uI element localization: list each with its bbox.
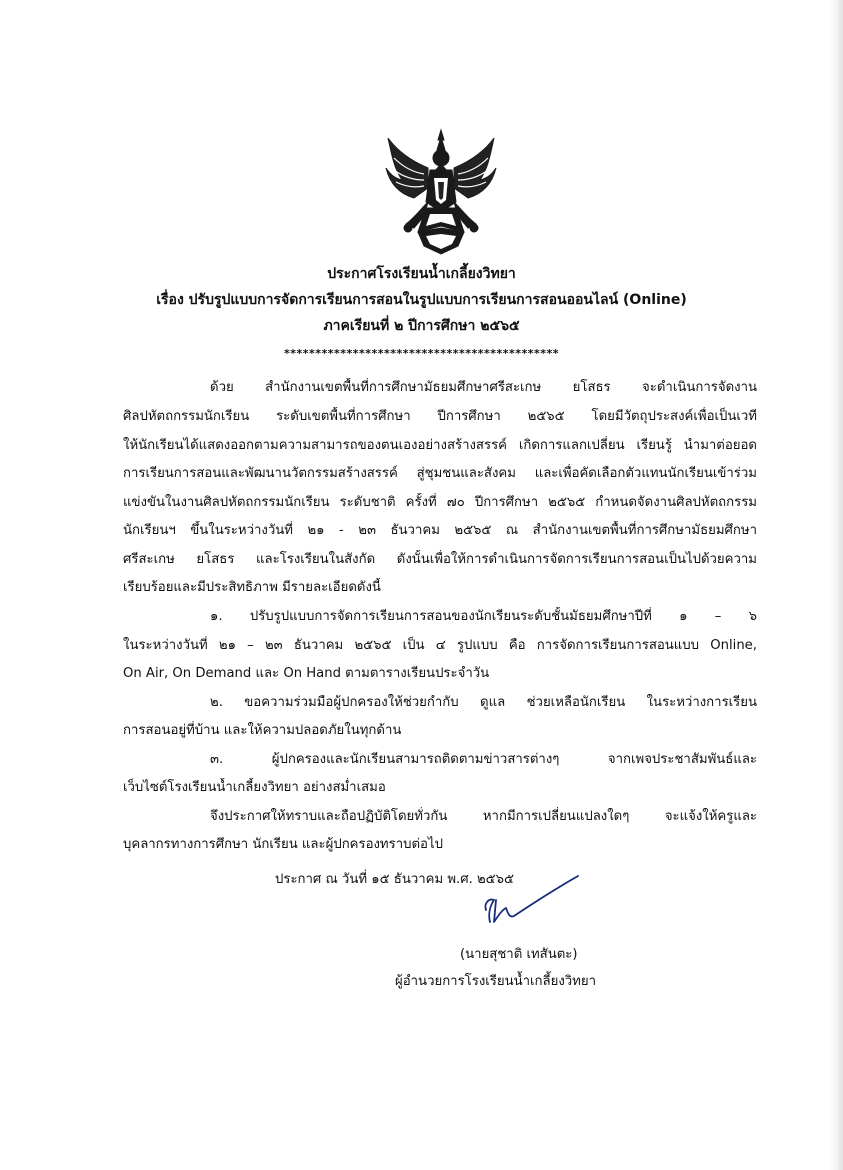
closing-line: บุคลากรทางการศึกษา นักเรียน และผู้ปกครองทราบต่อไป [123,837,443,852]
signatory-name: (นายสุชาติ เทสันตะ) [460,947,578,962]
body-line: ศรีสะเกษ ยโสธร และโรงเรียนในสังกัด ดังนั้นเพื่อให้การดำเนินการจัดการเรียนการสอนเป็นไปด้วยความ [123,552,757,567]
separator: ******************************************** [283,347,560,360]
body-line: ให้นักเรียนได้แสดงออกตามความสามารถของตนเองอย่างสร้างสรรค์ เกิดการแลกเปลี่ยน เรียนรู้ นำมาต่อยอด [123,438,757,453]
garuda-emblem-icon [384,128,498,256]
body-line: ศิลปหัตถกรรมนักเรียน ระดับเขตพื้นที่การศึกษา ปีการศึกษา ๒๕๖๕ โดยมีวัตถุประสงค์เพื่อเป็นเวที [123,409,757,424]
list-item-3: ๓. ผู้ปกครองและนักเรียนสามารถติดตามข่าวสารต่างๆ จากเพจประชาสัมพันธ์และ [210,752,757,767]
list-item-2: ๒. ขอความร่วมมือผู้ปกครองให้ช่วยกำกับ ดูแล ช่วยเหลือนักเรียน ในระหว่างการเรียน [210,695,757,710]
term-year: ภาคเรียนที่ ๒ ปีการศึกษา ๒๕๖๕ [323,318,520,334]
page-edge-shadow [829,0,843,1170]
list-item-3-cont: เว็บไซต์โรงเรียนน้ำเกลี้ยงวิทยา อย่างสม่ำเสมอ [123,780,386,795]
list-item-1-cont: On Air, On Demand และ On Hand ตามตารางเรียนประจำวัน [123,666,490,681]
list-item-2-cont: การสอนอยู่ที่บ้าน และให้ความปลอดภัยในทุกด้าน [123,723,402,738]
list-item-1-cont: ในระหว่างวันที่ ๒๑ – ๒๓ ธันวาคม ๒๕๖๕ เป็น ๔ รูปแบบ คือ การจัดการเรียนการสอนแบบ Online, [123,638,757,653]
body-line: เรียบร้อยและมีประสิทธิภาพ มีรายละเอียดดังนี้ [123,580,381,595]
school-announcement-title: ประกาศโรงเรียนน้ำเกลี้ยงวิทยา [327,266,516,282]
list-item-1: ๑. ปรับรูปแบบการจัดการเรียนการสอนของนักเรียนระดับชั้นมัธยมศึกษาปีที่ ๑ – ๖ [210,609,757,624]
body-line: การเรียนการสอนและพัฒนานวัตกรรมสร้างสรรค์ สู่ชุมชนและสังคม และเพื่อคัดเลือกตัวแทนนักเรียนเข้าร่วม [123,466,757,481]
body-line: นักเรียนฯ ขึ้นในระหว่างวันที่ ๒๑ - ๒๓ ธันวาคม ๒๕๖๕ ณ สำนักงานเขตพื้นที่การศึกษามัธยมศึกษา [123,523,757,538]
body-line: แข่งขันในงานศิลปหัตถกรรมนักเรียน ระดับชาติ ครั้งที่ ๗๐ ปีการศึกษา ๒๕๖๕ กำหนดจัดงานศิลปหัตถกรรม [123,495,757,510]
signature-icon [470,870,590,930]
closing-line: จึงประกาศให้ทราบและถือปฏิบัติโดยทั่วกัน หากมีการเปลี่ยนแปลงใดๆ จะแจ้งให้ครูและ [210,809,757,824]
announcement-subject: เรื่อง ปรับรูปแบบการจัดการเรียนการสอนในรูปแบบการเรียนการสอนออนไลน์ (Online) [156,292,687,308]
body-line: ด้วย สำนักงานเขตพื้นที่การศึกษามัธยมศึกษาศรีสะเกษ ยโสธร จะดำเนินการจัดงาน [210,380,757,395]
signatory-position: ผู้อำนวยการโรงเรียนน้ำเกลี้ยงวิทยา [395,974,596,989]
announce-date: ประกาศ ณ วันที่ ๑๕ ธันวาคม พ.ศ. ๒๕๖๕ [275,872,515,887]
